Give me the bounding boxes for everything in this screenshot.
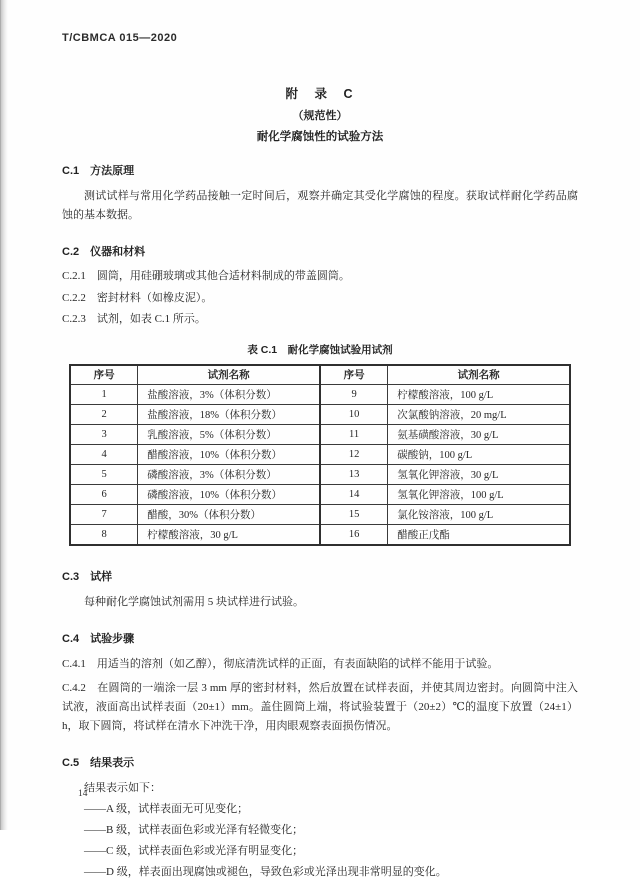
standard-code: T/CBMCA 015—2020 <box>62 32 178 44</box>
reagent-name-cell: 盐酸溶液，3%（体积分数） <box>138 385 320 405</box>
reagent-name-cell: 乳酸溶液，5%（体积分数） <box>138 425 320 445</box>
reagent-index-cell: 9 <box>320 385 388 405</box>
table-row <box>70 445 570 465</box>
results-intro: 结果表示如下： <box>84 781 161 794</box>
reagent-name-cell: 醋酸，30%（体积分数） <box>138 505 320 525</box>
clause-c4-2: C.4.2 在圆筒的一端涂一层 3 mm 厚的密封材料，然后放置在试样表面，并使其周边密封。向圆筒中注入试液，液面高出试样表面（20±1）mm。盖住圆筒上端，将试验装置于（20±2）℃的温度下放置（24±1）h，取下圆筒，将试样在清水下冲洗干净，用肉眼观察表面损伤情况。 <box>62 681 578 732</box>
header-index-left: 序号 <box>70 365 138 385</box>
result-grade-b: ——B 级，试样表面色彩或光泽有轻微变化； <box>84 823 304 836</box>
section-c1-heading: C.1 方法原理 <box>62 165 135 177</box>
reagent-index-cell: 14 <box>320 485 388 505</box>
table-row <box>70 405 570 425</box>
reagent-index-cell: 8 <box>70 525 138 545</box>
appendix-normative-label: （规范性） <box>292 110 348 122</box>
table-header-row <box>70 365 570 385</box>
reagent-index-cell: 16 <box>320 525 388 545</box>
reagent-index-cell: 15 <box>320 505 388 525</box>
section-c3-heading: C.3 试样 <box>62 570 113 583</box>
clause-c4-1: C.4.1 用适当的溶剂（如乙醇），彻底清洗试样的正面，有表面缺陷的试样不能用于试验。 <box>62 657 499 670</box>
table-row <box>70 505 570 525</box>
reagent-name-cell: 醋酸正戊酯 <box>388 525 570 545</box>
reagent-name-cell: 氢氧化钾溶液，100 g/L <box>388 485 570 505</box>
reagent-index-cell: 7 <box>70 505 138 525</box>
reagent-name-cell: 次氯酸钠溶液，20 mg/L <box>388 405 570 425</box>
reagent-name-cell: 柠檬酸溶液，100 g/L <box>388 385 570 405</box>
reagent-index-cell: 13 <box>320 465 388 485</box>
header-reagent-right: 试剂名称 <box>388 365 570 385</box>
reagent-table-head <box>70 365 570 385</box>
table-row <box>70 485 570 505</box>
reagent-table-body <box>70 385 570 545</box>
reagent-name-cell: 氨基磺酸溶液，30 g/L <box>388 425 570 445</box>
reagent-name-cell: 磷酸溶液，3%（体积分数） <box>138 465 320 485</box>
table-caption: 表 C.1 耐化学腐蚀试验用试剂 <box>247 343 393 356</box>
header-reagent-left: 试剂名称 <box>138 365 320 385</box>
result-grade-c: ——C 级，试样表面色彩或光泽有明显变化； <box>84 844 304 857</box>
section-c4-heading: C.4 试验步骤 <box>62 632 135 645</box>
clause-c2-3: C.2.3 试剂，如表 C.1 所示。 <box>62 313 206 325</box>
table-row <box>70 385 570 405</box>
header-index-right: 序号 <box>320 365 388 385</box>
section-c1-body: 测试试样与常用化学药品接触一定时间后，观察并确定其受化学腐蚀的程度。获取试样耐化学药品腐蚀的基本数据。 <box>62 190 578 221</box>
appendix-title: 附 录 C <box>285 87 355 101</box>
section-c3-body: 每种耐化学腐蚀试剂需用 5 块试样进行试验。 <box>84 595 304 608</box>
reagent-name-cell: 碳酸钠，100 g/L <box>388 445 570 465</box>
reagent-name-cell: 氢氧化钾溶液，30 g/L <box>388 465 570 485</box>
clause-c2-1: C.2.1 圆筒，用硅硼玻璃或其他合适材料制成的带盖圆筒。 <box>62 270 350 282</box>
appendix-title-block <box>62 84 578 144</box>
table-row <box>70 465 570 485</box>
section-c2-heading: C.2 仪器和材料 <box>62 246 146 258</box>
reagent-index-cell: 4 <box>70 445 138 465</box>
scan-edge-artifact <box>0 0 8 830</box>
reagent-name-cell: 氯化铵溶液，100 g/L <box>388 505 570 525</box>
table-row <box>70 425 570 445</box>
page-number: 14 <box>78 789 88 799</box>
reagent-name-cell: 醋酸溶液，10%（体积分数） <box>138 445 320 465</box>
reagent-index-cell: 12 <box>320 445 388 465</box>
reagent-index-cell: 2 <box>70 405 138 425</box>
result-grade-a: ——A 级，试样表面无可见变化； <box>84 802 249 815</box>
reagent-index-cell: 6 <box>70 485 138 505</box>
table-row <box>70 525 570 545</box>
appendix-subject-title: 耐化学腐蚀性的试验方法 <box>256 131 384 143</box>
reagent-index-cell: 10 <box>320 405 388 425</box>
section-c5-heading: C.5 结果表示 <box>62 756 135 769</box>
clause-c2-2: C.2.2 密封材料（如橡皮泥）。 <box>62 291 213 304</box>
reagent-index-cell: 5 <box>70 465 138 485</box>
reagent-index-cell: 1 <box>70 385 138 405</box>
reagent-name-cell: 柠檬酸溶液，30 g/L <box>138 525 320 545</box>
reagent-name-cell: 盐酸溶液，18%（体积分数） <box>138 405 320 425</box>
reagent-name-cell: 磷酸溶液，10%（体积分数） <box>138 485 320 505</box>
result-grade-d: ——D 级，样表面出现腐蚀或褪色，导致色彩或光泽出现非常明显的变化。 <box>84 865 447 878</box>
reagent-table <box>69 364 571 546</box>
reagent-index-cell: 11 <box>320 425 388 445</box>
reagent-index-cell: 3 <box>70 425 138 445</box>
